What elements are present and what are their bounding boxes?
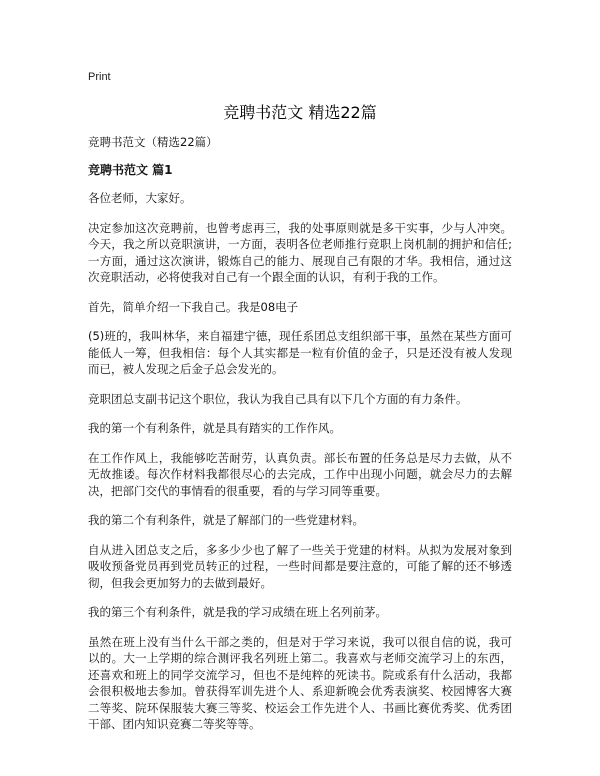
paragraph: 自从进入团总支之后，多多少少也了解了一些关于党建的材料。从拟为发展对象到吸收预备党员再到党员转正的过程，一些时间都是要注意的，可能了解的还不够透彻，但我会更加努力的去做到最好。 [88, 542, 512, 590]
paragraph: 竞职团总支副书记这个职位，我认为我自己具有以下几个方面的有力条件。 [88, 391, 468, 406]
paragraph: 我的第三个有利条件，就是我的学习成绩在班上名列前茅。 [88, 605, 387, 619]
paragraph: 虽然在班上没有当什么干部之类的，但是对于学习来说，我可以很自信的说，我可以的。大一上学期的综合测评我名列班上第二。我喜欢与老师交流学习上的东西，还喜欢和班上的同学交流学习，但也不是纯粹的死读书。院或系有什么活动，我都会很积极地去参加。曾获得军训先进个人、系迎新晚会优秀表演奖、校园博客大赛二等奖、院环保服装大赛三等奖、校运会工作先进个人、书画比赛优秀奖、优秀团干部、团内知识竞赛二等奖等等。 [88, 634, 512, 731]
section-heading: 竞聘书范文 篇1 [88, 163, 173, 177]
paragraph: 决定参加这次竞聘前，也曾考虑再三，我的处事原则就是多干实事，少与人冲突。今天，我之所以竞职演讲，一方面，表明各位老师推行竞职上岗机制的拥护和信任;一方面，通过这次演讲，锻炼自己的能力、展现自己有限的才华。我相信，通过这次竞职活动，必将使我对自己有一个跟全面的认识，有利于我的工作。 [88, 220, 512, 284]
paragraph: (5)班的，我叫林华，来自福建宁德，现任系团总支组织部干事，虽然在某些方面可能低人一筹，但我相信：每个人其实都是一粒有价值的金子，只是还没有被人发现而已，被人发现之后金子总会发光的。 [88, 329, 512, 376]
paragraph: 首先，简单介绍一下我自己。我是08电子 [88, 299, 299, 314]
document-body [88, 134, 512, 746]
document-subtitle: 竞聘书范文（精选22篇） [88, 135, 218, 149]
paragraph: 在工作作风上，我能够吃苦耐劳，认真负责。部长布置的任务总是尽力去做，从不无故推诿。每次作材料我都很尽心的去完成，工作中出现小问题，就会尽力的去解决，把部门交代的事情看的很重要，看的与学习同等重要。 [88, 450, 512, 498]
document-title: 竞聘书范文 精选22篇 [223, 103, 377, 122]
paragraph: 各位老师，大家好。 [88, 191, 192, 205]
paragraph: 我的第一个有利条件，就是具有踏实的工作作风。 [88, 421, 341, 435]
print-label: Print [88, 71, 111, 83]
paragraph: 我的第二个有利条件，就是了解部门的一些党建材料。 [88, 513, 364, 527]
